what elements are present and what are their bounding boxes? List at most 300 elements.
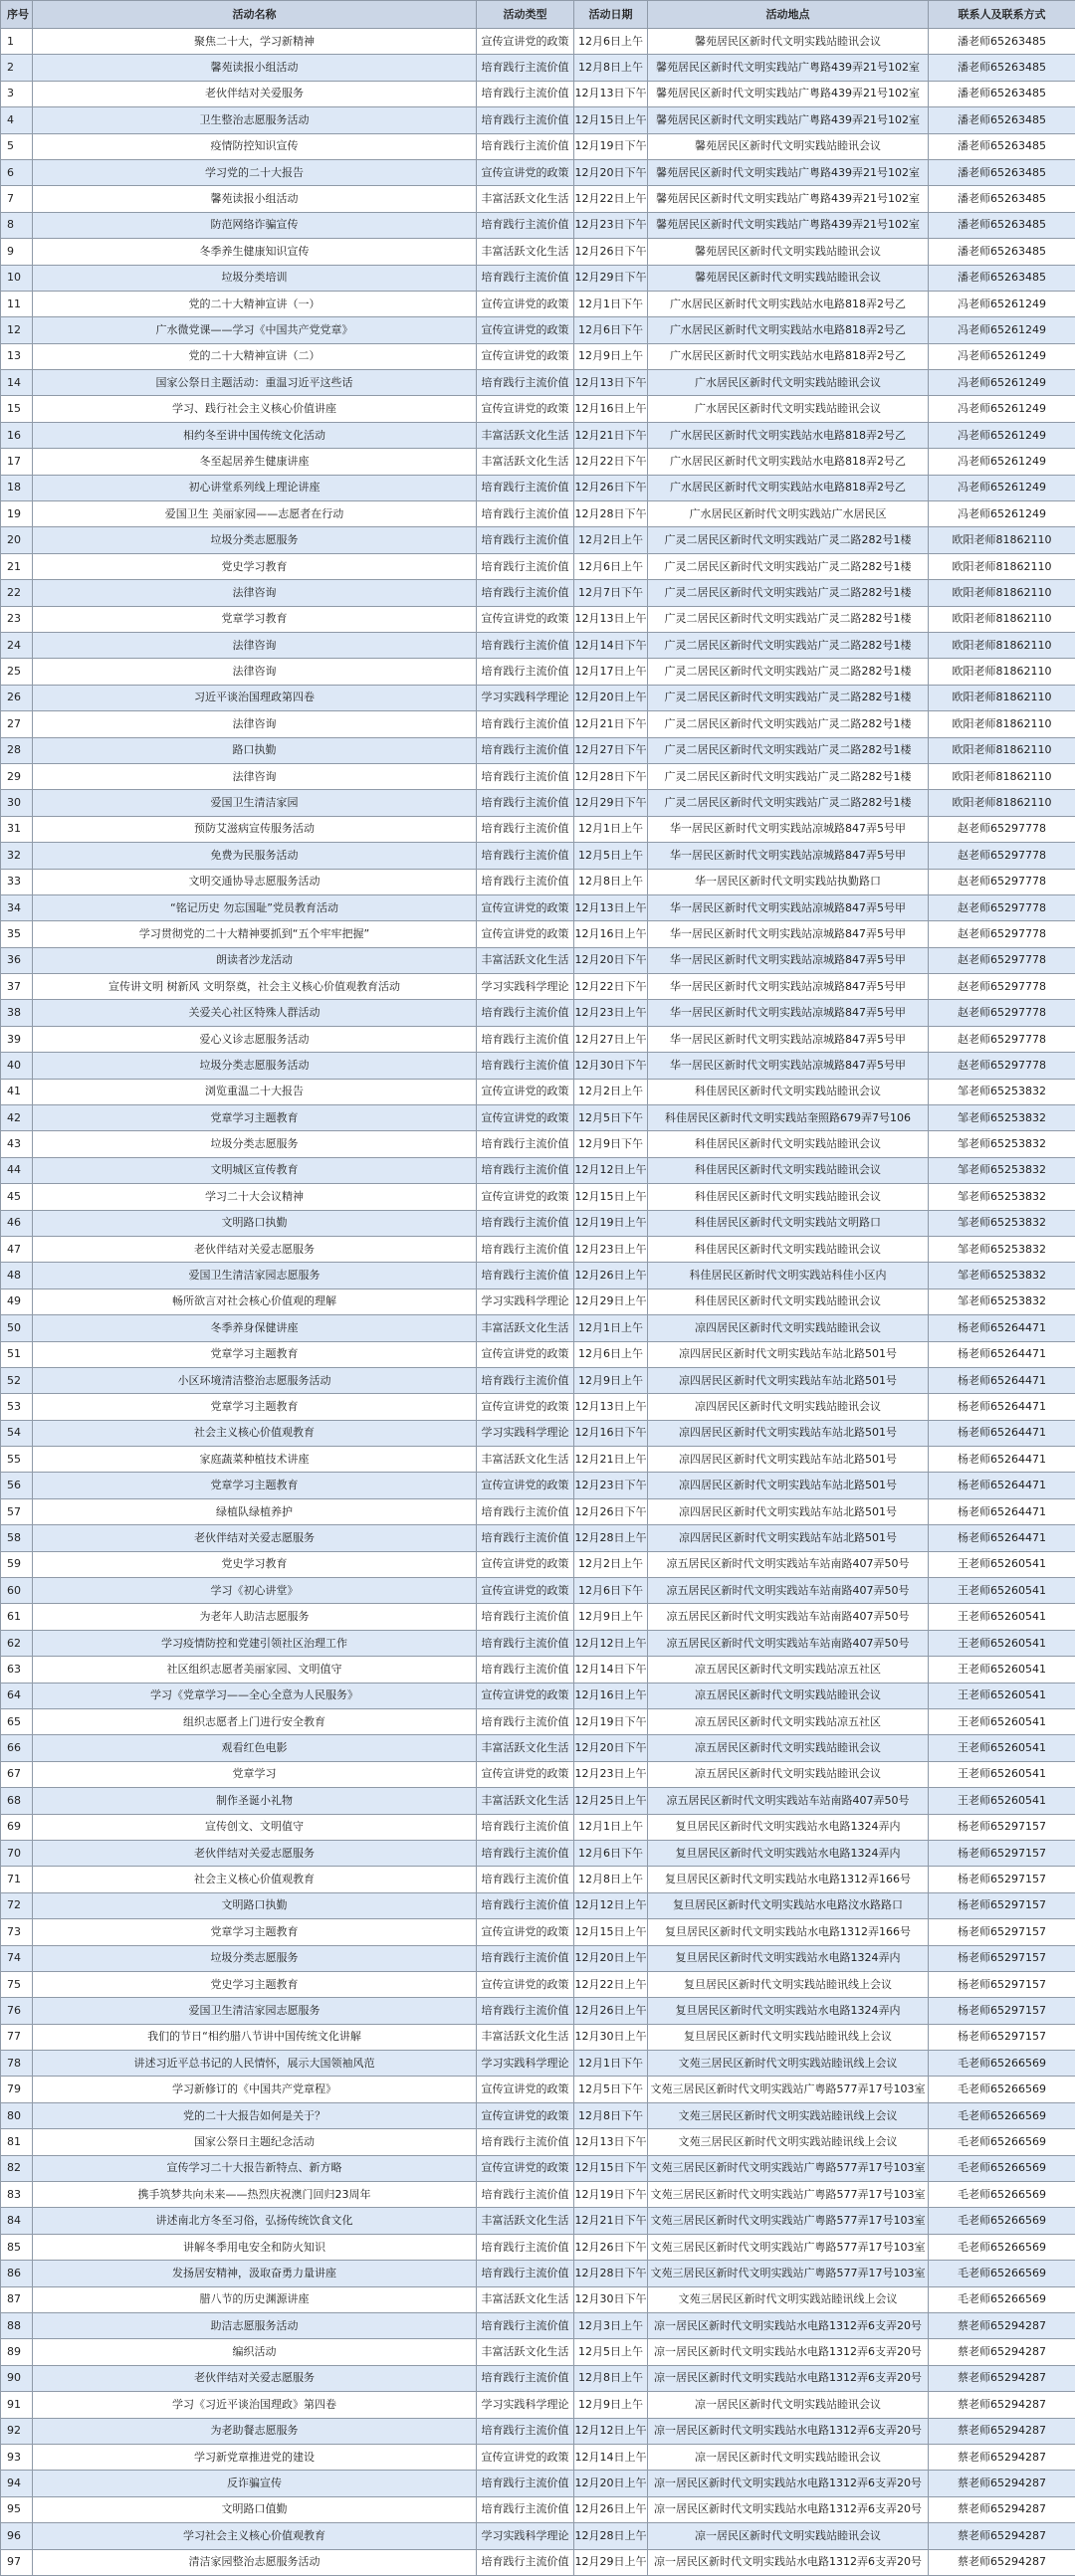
cell-index: 31 [1, 816, 33, 842]
cell-activity-name: 爱心义诊志愿服务活动 [33, 1026, 477, 1052]
cell-activity-date: 12月29日下午 [574, 265, 648, 291]
cell-activity-type: 培育践行主流价值 [477, 107, 574, 133]
table-row [1, 1867, 1075, 1892]
cell-activity-location: 凉一居民区新时代文明实践站水电路1312弄6支弄20号 [648, 2339, 929, 2365]
cell-activity-location: 复旦居民区新时代文明实践站水电路1312弄166号 [648, 1867, 929, 1892]
cell-activity-location: 凉五居民区新时代文明实践站凉五社区 [648, 1709, 929, 1735]
cell-activity-date: 12月23日上午 [574, 1236, 648, 1262]
cell-activity-location: 凉一居民区新时代文明实践站水电路1312弄6支弄20号 [648, 2471, 929, 2496]
cell-activity-date: 12月2日上午 [574, 1079, 648, 1104]
cell-activity-type: 宣传宣讲党的政策 [477, 2102, 574, 2128]
cell-contact: 蔡老师65294287 [929, 2418, 1075, 2444]
table-row [1, 737, 1075, 763]
table-row [1, 1157, 1075, 1183]
cell-activity-date: 12月26日下午 [574, 1498, 648, 1524]
cell-activity-date: 12月15日上午 [574, 107, 648, 133]
cell-activity-location: 华一居民区新时代文明实践站凉城路847弄5号甲 [648, 1026, 929, 1052]
table-row [1, 2312, 1075, 2338]
cell-contact: 邹老师65253832 [929, 1079, 1075, 1104]
table-row [1, 186, 1075, 212]
cell-activity-date: 12月23日下午 [574, 212, 648, 238]
cell-activity-name: 绿植队绿植养护 [33, 1498, 477, 1524]
cell-activity-date: 12月8日上午 [574, 2365, 648, 2391]
cell-activity-date: 12月26日上午 [574, 2496, 648, 2522]
cell-contact: 冯老师65261249 [929, 291, 1075, 316]
cell-activity-date: 12月21日下午 [574, 422, 648, 448]
table-row [1, 1315, 1075, 1341]
cell-activity-date: 12月23日下午 [574, 1473, 648, 1498]
cell-activity-name: 学习《习近平谈治国理政》第四卷 [33, 2392, 477, 2418]
cell-activity-date: 12月13日上午 [574, 606, 648, 632]
table-row [1, 265, 1075, 291]
cell-activity-type: 培育践行主流价值 [477, 816, 574, 842]
cell-activity-location: 广灵二居民区新时代文明实践站广灵二路282号1楼 [648, 527, 929, 553]
cell-contact: 潘老师65263485 [929, 29, 1075, 55]
table-row [1, 580, 1075, 606]
cell-index: 22 [1, 580, 33, 606]
header-row [1, 1, 1075, 29]
cell-contact: 毛老师65266569 [929, 2102, 1075, 2128]
cell-activity-location: 凉四居民区新时代文明实践站车站北路501号 [648, 1341, 929, 1367]
cell-activity-type: 宣传宣讲党的政策 [477, 343, 574, 369]
cell-index: 25 [1, 659, 33, 685]
cell-activity-name: 党的二十大报告如何是关于？ [33, 2102, 477, 2128]
table-row [1, 2418, 1075, 2444]
cell-activity-date: 12月16日下午 [574, 1420, 648, 1446]
cell-activity-date: 12月22日上午 [574, 186, 648, 212]
table-row [1, 370, 1075, 396]
cell-activity-name: 党章学习教育 [33, 606, 477, 632]
cell-activity-location: 华一居民区新时代文明实践站凉城路847弄5号甲 [648, 947, 929, 973]
cell-activity-date: 12月26日下午 [574, 239, 648, 265]
cell-activity-name: 党章学习主题教育 [33, 1105, 477, 1131]
cell-activity-type: 培育践行主流价值 [477, 2312, 574, 2338]
cell-activity-name: 宣传创文、文明值守 [33, 1814, 477, 1840]
table-row [1, 1919, 1075, 1945]
cell-contact: 蔡老师65294287 [929, 2339, 1075, 2365]
cell-activity-date: 12月6日下午 [574, 317, 648, 343]
cell-activity-type: 丰富活跃文化生活 [477, 2286, 574, 2312]
cell-activity-location: 华一居民区新时代文明实践站凉城路847弄5号甲 [648, 974, 929, 1000]
cell-activity-name: 朗读者沙龙活动 [33, 947, 477, 973]
cell-activity-date: 12月20日上午 [574, 2471, 648, 2496]
cell-contact: 赵老师65297778 [929, 894, 1075, 920]
cell-index: 7 [1, 186, 33, 212]
cell-activity-type: 培育践行主流价值 [477, 1157, 574, 1183]
cell-activity-location: 广灵二居民区新时代文明实践站广灵二路282号1楼 [648, 580, 929, 606]
cell-activity-type: 培育践行主流价值 [477, 2365, 574, 2391]
cell-activity-name: 法律咨询 [33, 632, 477, 658]
cell-index: 78 [1, 2051, 33, 2077]
cell-index: 28 [1, 737, 33, 763]
cell-activity-name: 国家公祭日主题纪念活动 [33, 2129, 477, 2155]
cell-activity-date: 12月2日上午 [574, 1551, 648, 1577]
cell-index: 66 [1, 1735, 33, 1761]
table-row [1, 790, 1075, 816]
header-activity-date: 活动日期 [574, 1, 648, 29]
cell-contact: 毛老师65266569 [929, 2261, 1075, 2286]
cell-activity-location: 凉五居民区新时代文明实践站车站南路407弄50号 [648, 1578, 929, 1604]
cell-activity-type: 宣传宣讲党的政策 [477, 1341, 574, 1367]
cell-activity-type: 培育践行主流价值 [477, 501, 574, 527]
cell-activity-location: 科佳居民区新时代文明实践站睦讯会议 [648, 1236, 929, 1262]
cell-contact: 杨老师65297157 [929, 1892, 1075, 1918]
cell-activity-type: 丰富活跃文化生活 [477, 947, 574, 973]
table-row [1, 501, 1075, 527]
cell-activity-name: 冬至起居养生健康讲座 [33, 449, 477, 475]
cell-contact: 毛老师65266569 [929, 2155, 1075, 2181]
cell-activity-name: 关爱关心社区特殊人群活动 [33, 1000, 477, 1026]
cell-activity-name: 腊八节的历史渊源讲座 [33, 2286, 477, 2312]
cell-activity-date: 12月12日上午 [574, 1630, 648, 1656]
cell-contact: 杨老师65264471 [929, 1315, 1075, 1341]
cell-activity-name: 清洁家园整治志愿服务活动 [33, 2549, 477, 2575]
cell-activity-name: 社区组织志愿者美丽家园、文明值守 [33, 1657, 477, 1683]
table-row [1, 107, 1075, 133]
cell-activity-location: 复旦居民区新时代文明实践站水电路1324弄内 [648, 1998, 929, 2024]
table-row [1, 2182, 1075, 2208]
cell-activity-location: 凉四居民区新时代文明实践站车站北路501号 [648, 1525, 929, 1551]
cell-activity-date: 12月27日下午 [574, 737, 648, 763]
cell-contact: 冯老师65261249 [929, 422, 1075, 448]
table-row [1, 2339, 1075, 2365]
cell-activity-type: 培育践行主流价值 [477, 1945, 574, 1971]
cell-activity-type: 培育践行主流价值 [477, 265, 574, 291]
cell-activity-location: 凉四居民区新时代文明实践站车站北路501号 [648, 1473, 929, 1498]
cell-activity-date: 12月5日下午 [574, 1105, 648, 1131]
cell-activity-location: 馨苑居民区新时代文明实践站广粤路439弄21号102室 [648, 81, 929, 106]
cell-activity-name: 学习、践行社会主义核心价值讲座 [33, 396, 477, 422]
cell-activity-date: 12月23日上午 [574, 1000, 648, 1026]
cell-activity-type: 培育践行主流价值 [477, 553, 574, 579]
cell-index: 30 [1, 790, 33, 816]
cell-activity-type: 丰富活跃文化生活 [477, 2339, 574, 2365]
cell-activity-type: 培育践行主流价值 [477, 1498, 574, 1524]
cell-activity-date: 12月19日下午 [574, 1709, 648, 1735]
table-row [1, 1263, 1075, 1288]
cell-activity-location: 华一居民区新时代文明实践站凉城路847弄5号甲 [648, 843, 929, 869]
cell-activity-location: 广水居民区新时代文明实践站水电路818弄2号乙 [648, 422, 929, 448]
cell-activity-location: 凉五居民区新时代文明实践站凉五社区 [648, 1657, 929, 1683]
cell-activity-name: 社会主义核心价值观教育 [33, 1420, 477, 1446]
cell-activity-name: 法律咨询 [33, 711, 477, 737]
cell-contact: 王老师65260541 [929, 1709, 1075, 1735]
cell-activity-type: 培育践行主流价值 [477, 659, 574, 685]
table-row [1, 449, 1075, 475]
cell-activity-name: 爱国卫生清洁家园志愿服务 [33, 1998, 477, 2024]
cell-activity-name: 爱国卫生清洁家园志愿服务 [33, 1263, 477, 1288]
cell-activity-name: 法律咨询 [33, 763, 477, 789]
cell-contact: 赵老师65297778 [929, 974, 1075, 1000]
cell-activity-date: 12月9日上午 [574, 1367, 648, 1393]
cell-contact: 潘老师65263485 [929, 265, 1075, 291]
cell-index: 15 [1, 396, 33, 422]
cell-index: 35 [1, 921, 33, 947]
cell-activity-type: 培育践行主流价值 [477, 1840, 574, 1866]
cell-contact: 毛老师65266569 [929, 2234, 1075, 2260]
cell-activity-name: 学习党的二十大报告 [33, 159, 477, 185]
cell-activity-type: 学习实践科学理论 [477, 1420, 574, 1446]
cell-index: 43 [1, 1131, 33, 1157]
cell-contact: 欧阳老师81862110 [929, 685, 1075, 710]
cell-contact: 欧阳老师81862110 [929, 553, 1075, 579]
cell-activity-name: 畅所欲言对社会核心价值观的理解 [33, 1288, 477, 1314]
table-row [1, 1079, 1075, 1104]
cell-activity-date: 12月25日上午 [574, 1788, 648, 1814]
cell-activity-location: 凉一居民区新时代文明实践站水电路1312弄6支弄20号 [648, 2496, 929, 2522]
cell-index: 72 [1, 1892, 33, 1918]
header-activity-location: 活动地点 [648, 1, 929, 29]
cell-contact: 潘老师65263485 [929, 159, 1075, 185]
cell-contact: 杨老师65297157 [929, 1867, 1075, 1892]
cell-activity-name: 为老年人助洁志愿服务 [33, 1604, 477, 1630]
cell-activity-name: 馨苑读报小组活动 [33, 186, 477, 212]
table-row [1, 1341, 1075, 1367]
cell-activity-type: 培育践行主流价值 [477, 2234, 574, 2260]
cell-activity-type: 培育践行主流价值 [477, 1657, 574, 1683]
table-row [1, 894, 1075, 920]
cell-contact: 杨老师65264471 [929, 1447, 1075, 1473]
cell-activity-type: 培育践行主流价值 [477, 2182, 574, 2208]
cell-contact: 欧阳老师81862110 [929, 527, 1075, 553]
cell-activity-type: 培育践行主流价值 [477, 1263, 574, 1288]
table-row [1, 1892, 1075, 1918]
cell-contact: 毛老师65266569 [929, 2051, 1075, 2077]
cell-contact: 冯老师65261249 [929, 396, 1075, 422]
cell-contact: 邹老师65253832 [929, 1210, 1075, 1236]
cell-index: 60 [1, 1578, 33, 1604]
cell-index: 5 [1, 133, 33, 159]
cell-activity-date: 12月9日上午 [574, 343, 648, 369]
cell-contact: 蔡老师65294287 [929, 2444, 1075, 2470]
cell-activity-date: 12月12日上午 [574, 1892, 648, 1918]
cell-contact: 杨老师65297157 [929, 1814, 1075, 1840]
cell-index: 88 [1, 2312, 33, 2338]
cell-activity-type: 培育践行主流价值 [477, 1525, 574, 1551]
cell-activity-name: 法律咨询 [33, 580, 477, 606]
cell-activity-type: 培育践行主流价值 [477, 632, 574, 658]
cell-activity-date: 12月6日下午 [574, 1578, 648, 1604]
cell-activity-location: 广水居民区新时代文明实践站水电路818弄2号乙 [648, 449, 929, 475]
cell-activity-location: 广水居民区新时代文明实践站睦讯会议 [648, 370, 929, 396]
cell-index: 27 [1, 711, 33, 737]
cell-activity-type: 培育践行主流价值 [477, 2496, 574, 2522]
table-row [1, 2102, 1075, 2128]
cell-activity-location: 科佳居民区新时代文明实践站奎照路679弄7号106 [648, 1105, 929, 1131]
cell-activity-location: 凉五居民区新时代文明实践站车站南路407弄50号 [648, 1604, 929, 1630]
cell-contact: 邹老师65253832 [929, 1288, 1075, 1314]
cell-contact: 赵老师65297778 [929, 1053, 1075, 1079]
cell-activity-name: 党史学习主题教育 [33, 1971, 477, 1997]
cell-activity-location: 文苑三居民区新时代文明实践站睦讯线上会议 [648, 2286, 929, 2312]
cell-activity-location: 馨苑居民区新时代文明实践站广粤路439弄21号102室 [648, 212, 929, 238]
cell-activity-type: 宣传宣讲党的政策 [477, 1919, 574, 1945]
cell-activity-date: 12月9日上午 [574, 1604, 648, 1630]
cell-contact: 冯老师65261249 [929, 475, 1075, 500]
cell-activity-type: 培育践行主流价值 [477, 1998, 574, 2024]
cell-activity-name: 免费为民服务活动 [33, 843, 477, 869]
cell-activity-name: 垃圾分类志愿服务 [33, 1131, 477, 1157]
table-row [1, 396, 1075, 422]
cell-index: 68 [1, 1788, 33, 1814]
cell-activity-type: 丰富活跃文化生活 [477, 449, 574, 475]
cell-activity-name: 法律咨询 [33, 659, 477, 685]
cell-activity-name: 防范网络诈骗宣传 [33, 212, 477, 238]
cell-activity-location: 华一居民区新时代文明实践站凉城路847弄5号甲 [648, 894, 929, 920]
cell-activity-type: 宣传宣讲党的政策 [477, 1184, 574, 1210]
cell-activity-type: 培育践行主流价值 [477, 2418, 574, 2444]
cell-activity-date: 12月13日上午 [574, 1394, 648, 1420]
cell-activity-name: 相约冬至讲中国传统文化活动 [33, 422, 477, 448]
cell-index: 48 [1, 1263, 33, 1288]
cell-activity-name: 垃圾分类志愿服务 [33, 1945, 477, 1971]
cell-activity-date: 12月13日下午 [574, 2129, 648, 2155]
cell-activity-name: 党章学习主题教育 [33, 1341, 477, 1367]
cell-activity-date: 12月19日上午 [574, 1210, 648, 1236]
table-row [1, 422, 1075, 448]
cell-activity-date: 12月22日上午 [574, 1971, 648, 1997]
cell-index: 74 [1, 1945, 33, 1971]
table-row [1, 553, 1075, 579]
cell-index: 38 [1, 1000, 33, 1026]
cell-activity-location: 文苑三居民区新时代文明实践站睦讯线上会议 [648, 2129, 929, 2155]
cell-activity-name: 老伙伴结对关爱服务 [33, 81, 477, 106]
cell-index: 55 [1, 1447, 33, 1473]
table-row [1, 974, 1075, 1000]
cell-activity-name: 学习二十大会议精神 [33, 1184, 477, 1210]
cell-activity-type: 培育践行主流价值 [477, 527, 574, 553]
cell-activity-name: 学习《初心讲堂》 [33, 1578, 477, 1604]
cell-index: 2 [1, 55, 33, 81]
cell-contact: 杨老师65297157 [929, 2024, 1075, 2050]
cell-activity-type: 培育践行主流价值 [477, 212, 574, 238]
cell-activity-date: 12月26日上午 [574, 1998, 648, 2024]
cell-activity-date: 12月30日下午 [574, 1053, 648, 1079]
cell-activity-type: 培育践行主流价值 [477, 133, 574, 159]
cell-activity-name: 文明城区宣传教育 [33, 1157, 477, 1183]
table-row [1, 2129, 1075, 2155]
cell-activity-location: 科佳居民区新时代文明实践站睦讯会议 [648, 1131, 929, 1157]
cell-contact: 冯老师65261249 [929, 343, 1075, 369]
table-row [1, 159, 1075, 185]
cell-activity-date: 12月13日下午 [574, 81, 648, 106]
cell-contact: 蔡老师65294287 [929, 2471, 1075, 2496]
cell-index: 8 [1, 212, 33, 238]
cell-activity-type: 丰富活跃文化生活 [477, 1735, 574, 1761]
cell-index: 95 [1, 2496, 33, 2522]
cell-activity-date: 12月9日上午 [574, 2392, 648, 2418]
cell-contact: 潘老师65263485 [929, 212, 1075, 238]
cell-contact: 王老师65260541 [929, 1604, 1075, 1630]
cell-index: 37 [1, 974, 33, 1000]
table-row [1, 1761, 1075, 1787]
table-row [1, 1367, 1075, 1393]
cell-activity-date: 12月14日下午 [574, 632, 648, 658]
cell-activity-location: 凉五居民区新时代文明实践站睦讯会议 [648, 1761, 929, 1787]
cell-activity-type: 培育践行主流价值 [477, 1131, 574, 1157]
cell-activity-location: 馨苑居民区新时代文明实践站广粤路439弄21号102室 [648, 186, 929, 212]
cell-activity-name: 宣传讲文明 树新风 文明祭奠，社会主义核心价值观教育活动 [33, 974, 477, 1000]
cell-contact: 杨老师65297157 [929, 1840, 1075, 1866]
cell-activity-location: 广灵二居民区新时代文明实践站广灵二路282号1楼 [648, 606, 929, 632]
cell-activity-type: 丰富活跃文化生活 [477, 2024, 574, 2050]
cell-activity-name: 党章学习主题教育 [33, 1473, 477, 1498]
cell-activity-date: 12月1日上午 [574, 1315, 648, 1341]
cell-activity-location: 复旦居民区新时代文明实践站水电路1324弄内 [648, 1840, 929, 1866]
cell-activity-name: 垃圾分类志愿服务活动 [33, 1053, 477, 1079]
cell-contact: 杨老师65264471 [929, 1341, 1075, 1367]
cell-activity-location: 凉四居民区新时代文明实践站车站北路501号 [648, 1420, 929, 1446]
cell-index: 70 [1, 1840, 33, 1866]
cell-index: 87 [1, 2286, 33, 2312]
cell-activity-date: 12月14日下午 [574, 1657, 648, 1683]
cell-contact: 欧阳老师81862110 [929, 711, 1075, 737]
cell-activity-location: 凉四居民区新时代文明实践站车站北路501号 [648, 1498, 929, 1524]
cell-activity-name: 家庭蔬菜种植技术讲座 [33, 1447, 477, 1473]
cell-activity-location: 科佳居民区新时代文明实践站睦讯会议 [648, 1288, 929, 1314]
cell-index: 83 [1, 2182, 33, 2208]
cell-index: 3 [1, 81, 33, 106]
cell-contact: 欧阳老师81862110 [929, 659, 1075, 685]
cell-index: 94 [1, 2471, 33, 2496]
cell-activity-date: 12月6日上午 [574, 1341, 648, 1367]
cell-activity-name: 学习《党章学习——全心全意为人民服务》 [33, 1683, 477, 1708]
cell-activity-location: 馨苑居民区新时代文明实践站广粤路439弄21号102室 [648, 107, 929, 133]
cell-activity-type: 宣传宣讲党的政策 [477, 1761, 574, 1787]
cell-activity-location: 文苑三居民区新时代文明实践站广粤路577弄17号103室 [648, 2077, 929, 2102]
cell-index: 82 [1, 2155, 33, 2181]
table-row [1, 1105, 1075, 1131]
cell-activity-type: 培育践行主流价值 [477, 763, 574, 789]
cell-activity-type: 宣传宣讲党的政策 [477, 159, 574, 185]
cell-activity-name: 学习疫情防控和党建引领社区治理工作 [33, 1630, 477, 1656]
cell-activity-location: 复旦居民区新时代文明实践站水电路1324弄内 [648, 1814, 929, 1840]
cell-activity-date: 12月3日上午 [574, 2312, 648, 2338]
cell-activity-location: 科佳居民区新时代文明实践站睦讯会议 [648, 1157, 929, 1183]
cell-activity-name: 卫生整治志愿服务活动 [33, 107, 477, 133]
cell-index: 63 [1, 1657, 33, 1683]
cell-activity-type: 培育践行主流价值 [477, 580, 574, 606]
cell-index: 40 [1, 1053, 33, 1079]
table-row [1, 2051, 1075, 2077]
cell-index: 19 [1, 501, 33, 527]
cell-activity-location: 凉一居民区新时代文明实践站水电路1312弄6支弄20号 [648, 2418, 929, 2444]
cell-activity-date: 12月26日上午 [574, 1263, 648, 1288]
cell-activity-type: 宣传宣讲党的政策 [477, 1971, 574, 1997]
cell-activity-location: 广灵二居民区新时代文明实践站广灵二路282号1楼 [648, 737, 929, 763]
cell-activity-date: 12月8日上午 [574, 869, 648, 894]
table-row [1, 1131, 1075, 1157]
table-row [1, 1814, 1075, 1840]
table-row [1, 239, 1075, 265]
cell-activity-name: 广水微党课——学习《中国共产党党章》 [33, 317, 477, 343]
cell-activity-type: 丰富活跃文化生活 [477, 1315, 574, 1341]
table-row [1, 1604, 1075, 1630]
cell-activity-type: 学习实践科学理论 [477, 1288, 574, 1314]
table-row [1, 1184, 1075, 1210]
cell-activity-date: 12月6日下午 [574, 1840, 648, 1866]
table-row [1, 2392, 1075, 2418]
cell-activity-date: 12月1日下午 [574, 291, 648, 316]
cell-activity-location: 凉四居民区新时代文明实践站车站北路501号 [648, 1447, 929, 1473]
cell-activity-date: 12月26日下午 [574, 475, 648, 500]
cell-activity-name: 老伙伴结对关爱志愿服务 [33, 1525, 477, 1551]
table-row [1, 843, 1075, 869]
cell-activity-date: 12月19日下午 [574, 133, 648, 159]
cell-contact: 杨老师65264471 [929, 1473, 1075, 1498]
cell-activity-name: 党的二十大精神宣讲（一） [33, 291, 477, 316]
cell-activity-type: 宣传宣讲党的政策 [477, 317, 574, 343]
